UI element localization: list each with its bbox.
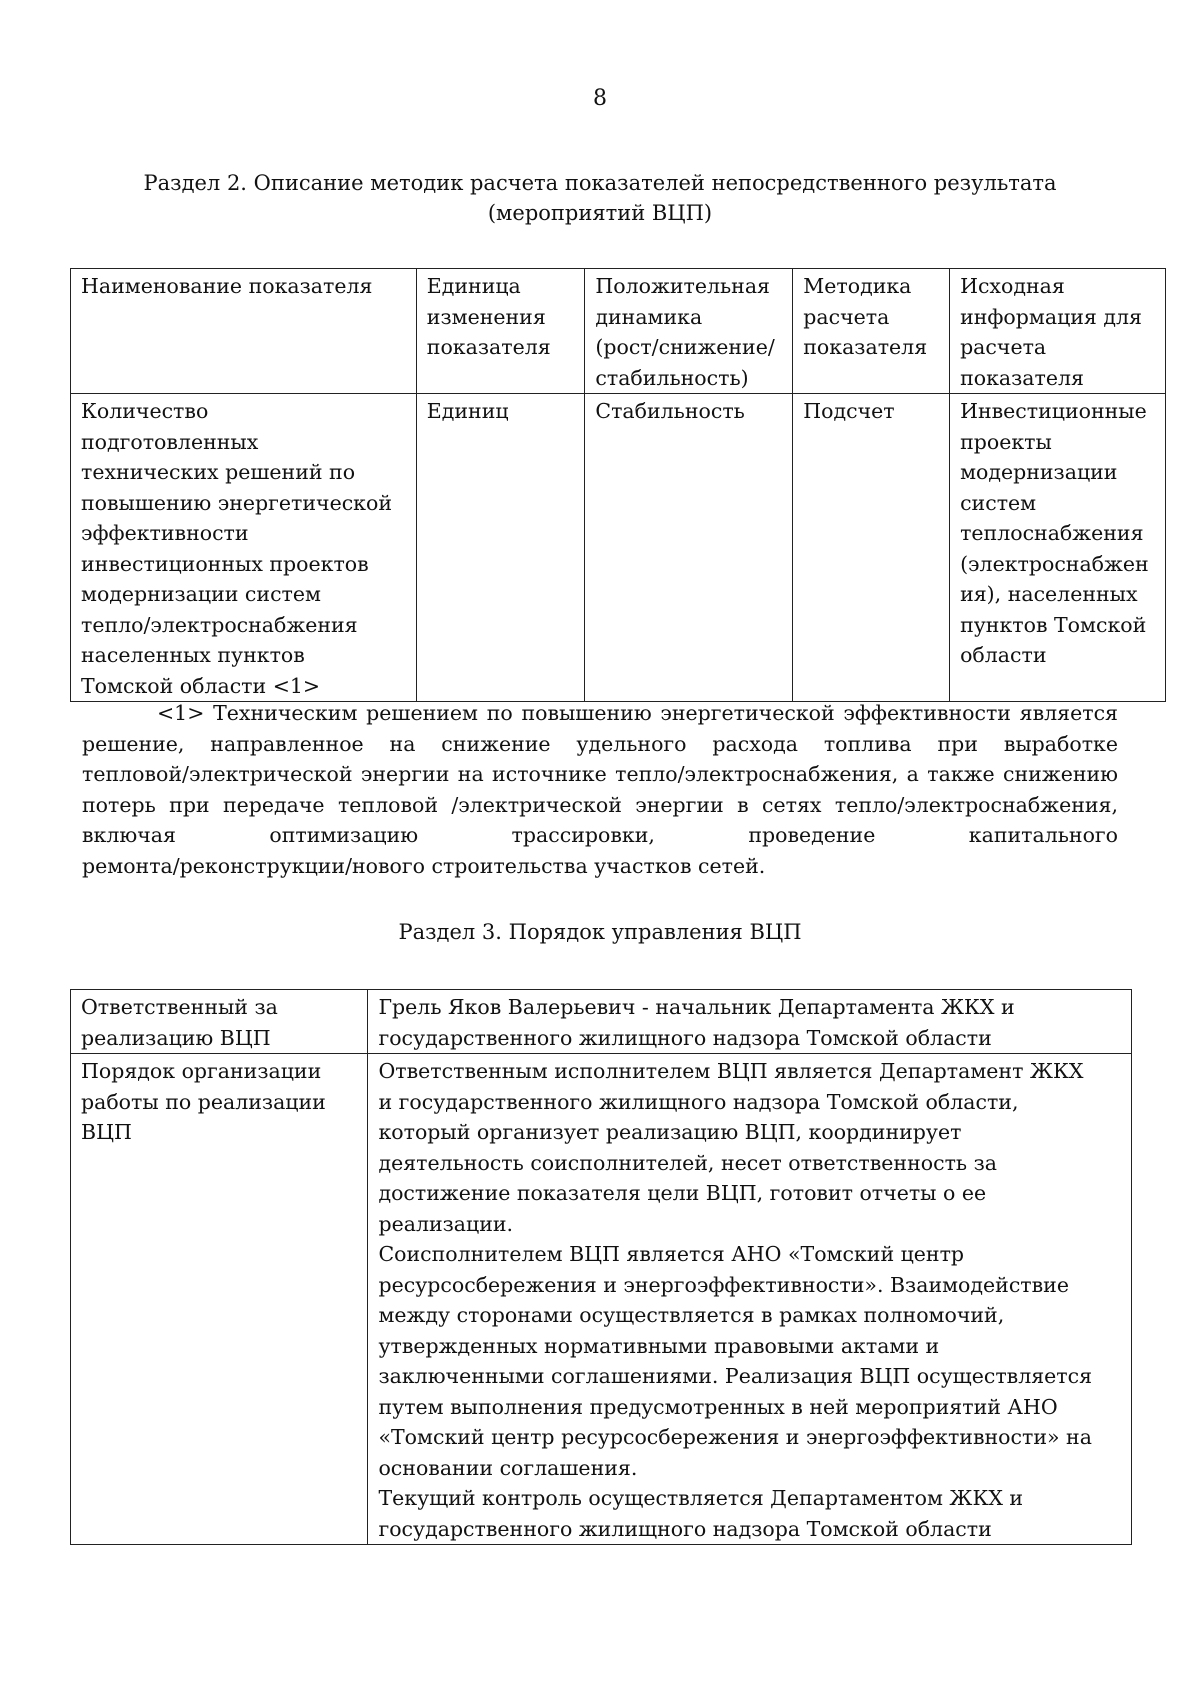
cell-line: Единиц: [426, 399, 509, 423]
cell-line: работы по реализации: [81, 1089, 326, 1114]
cell-line: показателя: [803, 335, 928, 359]
header-cell-dynamics: [585, 269, 793, 394]
cell-line: реализации.: [378, 1211, 514, 1236]
cell-line: технических решений по: [81, 460, 356, 484]
cell-line: (рост/снижение/: [595, 335, 775, 359]
cell-value-procedure: [368, 1054, 1132, 1545]
cell-line: повышению энергетической: [81, 490, 393, 515]
cell-line: населенных пунктов: [81, 643, 305, 667]
cell-line: государственного жилищного надзора Томской области: [378, 1025, 992, 1050]
footnote-line: <1> Техническим решением по повышению энергетической эффективности является: [157, 701, 1118, 725]
cell-line: показателя: [426, 335, 551, 359]
section-2-title-line-2: (мероприятий ВЦП): [487, 201, 713, 225]
header-cell-method: [793, 269, 950, 394]
cell-line: заключенными соглашениями. Реализация ВЦП осуществляется: [378, 1364, 1093, 1388]
cell-line: Томской области <1>: [81, 673, 321, 698]
cell-line: деятельность соисполнителей, несет ответственность за: [378, 1150, 997, 1175]
cell-line: эффективности: [81, 521, 249, 545]
cell-line: Единица: [426, 274, 521, 298]
cell-line: подготовленных: [81, 429, 259, 454]
cell-line: Методика: [803, 274, 912, 298]
cell-line: ресурсосбережения и энергоэффективности». Взаимодействие: [378, 1272, 1069, 1297]
cell-unit: [416, 394, 585, 702]
cell-line: государственного жилищного надзора Томской области: [378, 1516, 992, 1541]
section-2-heading: [0, 168, 1200, 228]
cell-line: теплоснабжения: [960, 521, 1144, 545]
header-cell-source: [950, 269, 1166, 394]
cell-line: стабильность): [595, 365, 749, 390]
cell-line: Наименование показателя: [81, 274, 373, 298]
footnote-line: тепловой/электрической энергии на источнике тепло/электроснабжения, а также снижению: [82, 762, 1118, 786]
cell-line: (электроснабжен: [960, 551, 1149, 576]
cell-line: систем: [960, 490, 1037, 515]
cell-method: [793, 394, 950, 702]
cell-line: Подсчет: [803, 399, 895, 423]
cell-line: Стабильность: [595, 399, 745, 423]
cell-line: тепло/электроснабжения: [81, 612, 358, 637]
cell-line: достижение показателя цели ВЦП, готовит отчеты о ее: [378, 1181, 987, 1205]
cell-indicator-name: [71, 394, 417, 702]
cell-line: Инвестиционные: [960, 399, 1147, 423]
cell-line: реализацию ВЦП: [81, 1025, 271, 1050]
table-row: [71, 394, 1166, 702]
cell-line: показателя: [960, 365, 1084, 390]
table-header-row: [71, 269, 1166, 394]
cell-line: который организует реализацию ВЦП, координирует: [378, 1120, 962, 1144]
cell-line: основании соглашения.: [378, 1455, 638, 1480]
cell-source: [950, 394, 1166, 702]
cell-line: Текущий контроль осуществляется Департаментом ЖКХ и: [378, 1486, 1024, 1510]
cell-line: динамика: [595, 304, 703, 329]
page-number: 8: [593, 86, 607, 111]
cell-line: Порядок организации: [81, 1059, 322, 1083]
header-cell-indicator-name: [71, 269, 417, 394]
cell-line: Ответственный за: [81, 995, 278, 1019]
cell-line: между сторонами осуществляется в рамках полномочий,: [378, 1303, 1005, 1327]
cell-line: Исходная: [960, 274, 1065, 298]
footnote-line: потерь при передаче тепловой /электрической энергии в сетях тепло/электроснабжения,: [82, 792, 1118, 817]
footnote: [82, 698, 1118, 881]
cell-line: расчета: [960, 335, 1047, 359]
cell-line: Соисполнителем ВЦП является АНО «Томский центр: [378, 1242, 965, 1266]
cell-line: изменения: [426, 304, 546, 329]
cell-line: утвержденных нормативными правовыми актами и: [378, 1333, 940, 1358]
cell-line: проекты: [960, 429, 1052, 454]
cell-line: ия), населенных: [960, 582, 1138, 606]
header-cell-unit: [416, 269, 585, 394]
cell-line: инвестиционных проектов: [81, 551, 369, 576]
table-row: [71, 1054, 1132, 1545]
management-table: [70, 989, 1132, 1545]
cell-line: ВЦП: [81, 1120, 132, 1144]
indicator-methodology-table: [70, 268, 1166, 702]
footnote-line: решение, направленное на снижение удельного расхода топлива при выработке: [82, 731, 1118, 756]
footnote-line: ремонта/реконструкции/нового строительства участков сетей.: [82, 853, 766, 878]
table-row: [71, 990, 1132, 1054]
cell-line: «Томский центр ресурсосбережения и энергоэффективности» на: [378, 1425, 1092, 1449]
cell-line: Количество: [81, 399, 209, 423]
cell-line: расчета: [803, 304, 890, 329]
cell-line: пунктов Томской: [960, 612, 1147, 637]
section-2-title-line-1: Раздел 2. Описание методик расчета показателей непосредственного результата: [143, 171, 1057, 195]
cell-line: и государственного жилищного надзора Томской области,: [378, 1089, 1019, 1114]
cell-dynamics: [585, 394, 793, 702]
cell-line: Грель Яков Валерьевич - начальник Департамента ЖКХ и: [378, 995, 1015, 1019]
cell-line: модернизации систем: [81, 582, 321, 606]
cell-line: информация для: [960, 304, 1142, 329]
cell-line: путем выполнения предусмотренных в ней мероприятий АНО: [378, 1394, 1058, 1419]
cell-line: области: [960, 643, 1047, 667]
cell-label-procedure: [71, 1054, 368, 1545]
cell-label-responsible: [71, 990, 368, 1054]
cell-value-responsible: [368, 990, 1132, 1054]
cell-line: Положительная: [595, 274, 770, 298]
footnote-line: включая оптимизацию трассировки, проведение капитального: [82, 823, 1118, 847]
cell-line: модернизации: [960, 460, 1118, 484]
section-3-heading: Раздел 3. Порядок управления ВЦП: [398, 920, 802, 944]
cell-line: Ответственным исполнителем ВЦП является Департамент ЖКХ: [378, 1059, 1084, 1083]
